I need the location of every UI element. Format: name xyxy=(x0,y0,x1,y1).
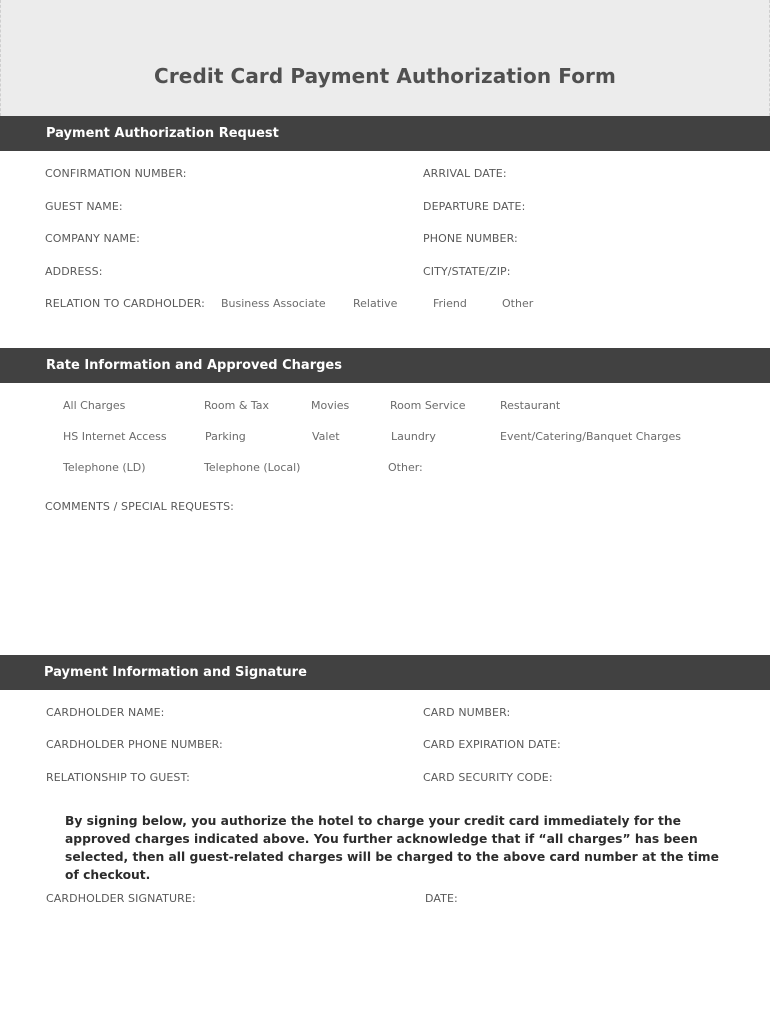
charge-option-valet[interactable]: Valet xyxy=(312,430,340,443)
address-field[interactable]: ADDRESS: xyxy=(45,265,103,278)
charge-option-telephone-local[interactable]: Telephone (Local) xyxy=(204,461,301,474)
charge-option-other[interactable]: Other: xyxy=(388,461,423,474)
section-heading: Payment Authorization Request xyxy=(46,126,279,141)
relation-to-cardholder-label: RELATION TO CARDHOLDER: xyxy=(45,297,205,310)
charge-option-event-catering[interactable]: Event/Catering/Banquet Charges xyxy=(500,430,681,443)
section-payment-authorization-request xyxy=(0,116,770,151)
charge-option-movies[interactable]: Movies xyxy=(311,399,350,412)
relation-option-business-associate[interactable]: Business Associate xyxy=(221,297,326,310)
arrival-date-field[interactable]: ARRIVAL DATE: xyxy=(423,167,507,180)
charge-option-restaurant[interactable]: Restaurant xyxy=(500,399,561,412)
charge-option-all-charges[interactable]: All Charges xyxy=(63,399,126,412)
confirmation-number-field[interactable]: CONFIRMATION NUMBER: xyxy=(45,167,187,180)
phone-number-field[interactable]: PHONE NUMBER: xyxy=(423,232,518,245)
charge-option-laundry[interactable]: Laundry xyxy=(391,430,436,443)
signature-date-field[interactable]: DATE: xyxy=(425,892,458,905)
relationship-to-guest-field[interactable]: RELATIONSHIP TO GUEST: xyxy=(46,771,190,784)
charge-option-telephone-ld[interactable]: Telephone (LD) xyxy=(63,461,146,474)
section-heading: Payment Information and Signature xyxy=(44,665,307,680)
city-state-zip-field[interactable]: CITY/STATE/ZIP: xyxy=(423,265,511,278)
card-expiration-field[interactable]: CARD EXPIRATION DATE: xyxy=(423,738,561,751)
section-rate-information xyxy=(0,348,770,383)
charge-option-hs-internet[interactable]: HS Internet Access xyxy=(63,430,167,443)
departure-date-field[interactable]: DEPARTURE DATE: xyxy=(423,200,526,213)
company-name-field[interactable]: COMPANY NAME: xyxy=(45,232,140,245)
title-band xyxy=(0,0,770,116)
cardholder-phone-field[interactable]: CARDHOLDER PHONE NUMBER: xyxy=(46,738,223,751)
comments-field[interactable]: COMMENTS / SPECIAL REQUESTS: xyxy=(45,500,234,513)
authorization-statement: By signing below, you authorize the hotel to charge your credit card immediately for the approved charges indicated above. You further acknowledge that if “all charges” has been selected, then all guest-related charges will be charged to the above card number at the time of checkout. xyxy=(65,814,719,882)
charge-option-room-service[interactable]: Room Service xyxy=(390,399,466,412)
charge-option-parking[interactable]: Parking xyxy=(205,430,246,443)
cardholder-signature-field[interactable]: CARDHOLDER SIGNATURE: xyxy=(46,892,196,905)
card-number-field[interactable]: CARD NUMBER: xyxy=(423,706,511,719)
guest-name-field[interactable]: GUEST NAME: xyxy=(45,200,123,213)
relation-option-other[interactable]: Other xyxy=(502,297,534,310)
card-security-code-field[interactable]: CARD SECURITY CODE: xyxy=(423,771,553,784)
section-heading: Rate Information and Approved Charges xyxy=(46,358,342,373)
cardholder-name-field[interactable]: CARDHOLDER NAME: xyxy=(46,706,165,719)
relation-option-relative[interactable]: Relative xyxy=(353,297,398,310)
form-title: Credit Card Payment Authorization Form xyxy=(154,64,616,88)
relation-option-friend[interactable]: Friend xyxy=(433,297,467,310)
section-payment-information xyxy=(0,655,770,690)
charge-option-room-tax[interactable]: Room & Tax xyxy=(204,399,270,412)
